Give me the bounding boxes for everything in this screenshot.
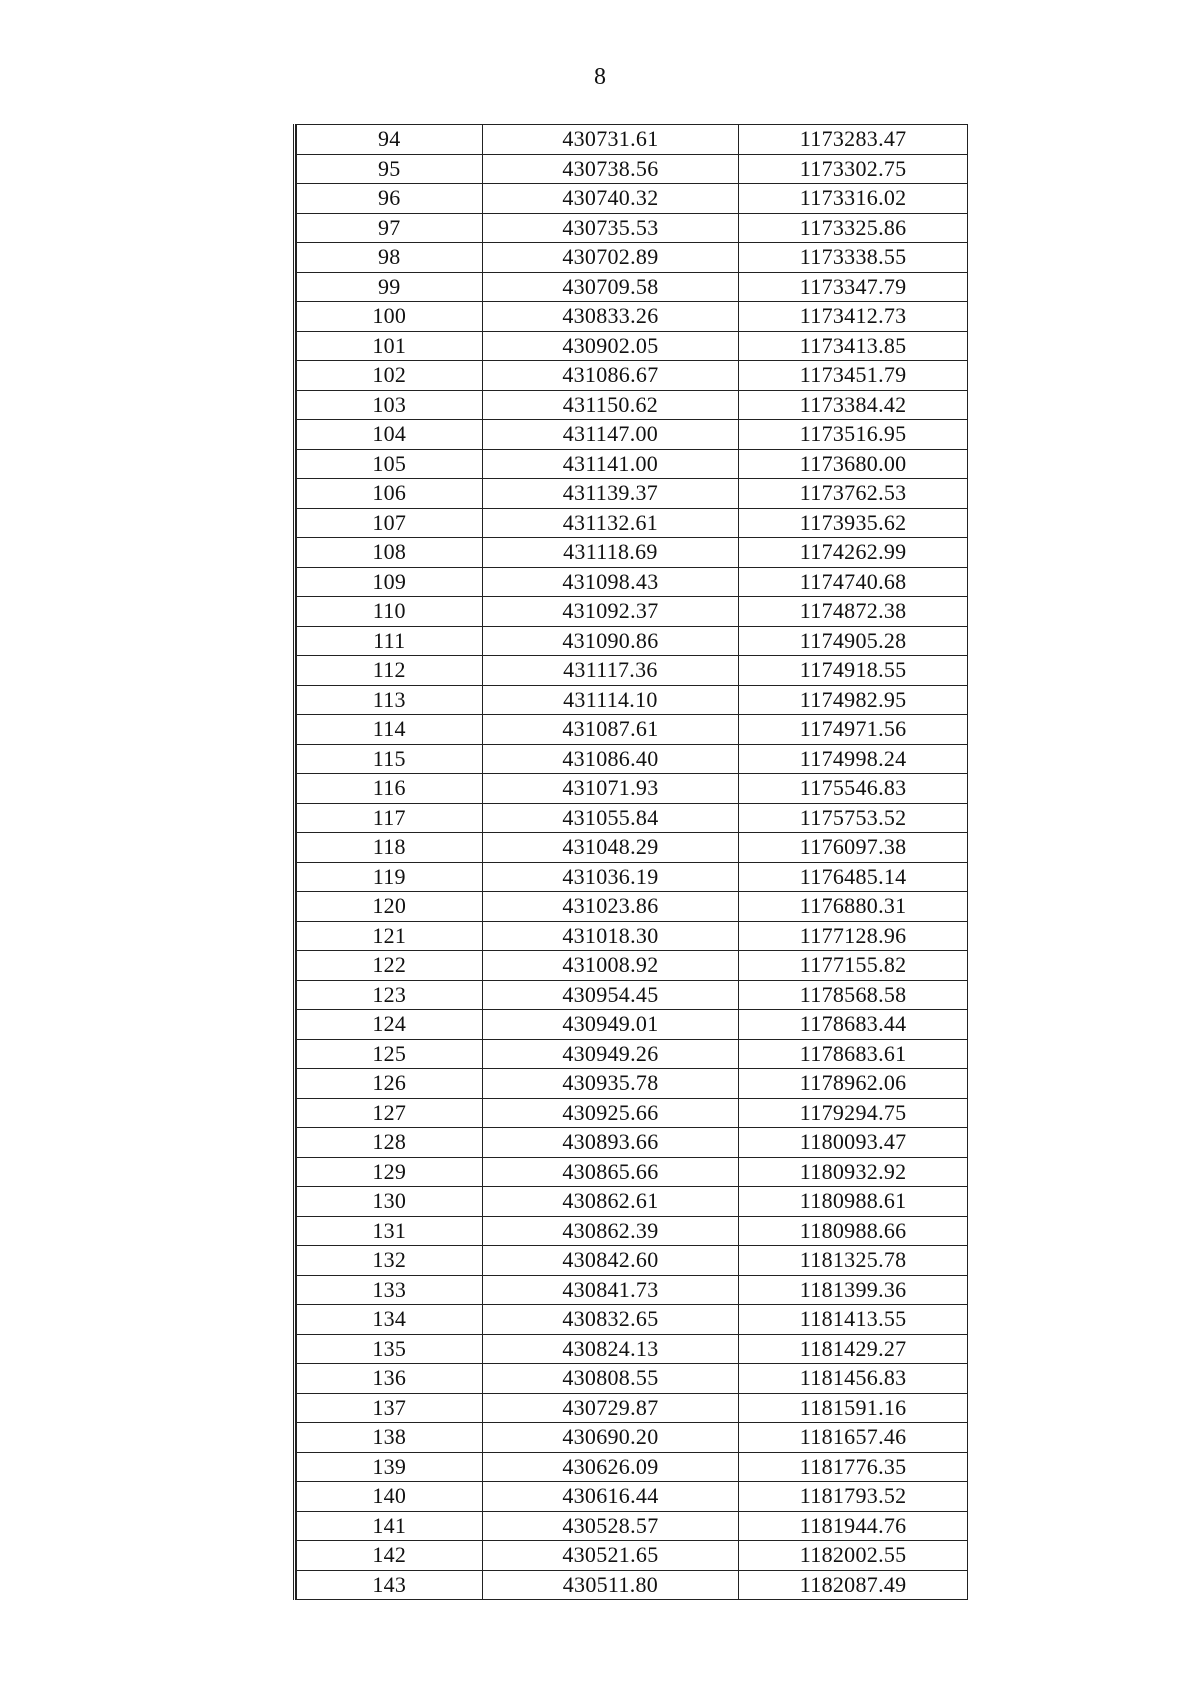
- y-coordinate-cell: 1177128.96: [739, 921, 968, 951]
- y-coordinate-cell: 1175546.83: [739, 774, 968, 804]
- point-number-cell: 134: [297, 1305, 483, 1335]
- table-row: [297, 213, 968, 243]
- point-number-cell: 106: [297, 479, 483, 509]
- x-coordinate-cell: 430740.32: [482, 184, 739, 214]
- coordinate-table: [296, 124, 968, 1600]
- table-row: [297, 656, 968, 686]
- y-coordinate-cell: 1174905.28: [739, 626, 968, 656]
- point-number-cell: 100: [297, 302, 483, 332]
- y-coordinate-cell: 1182087.49: [739, 1570, 968, 1600]
- point-number-cell: 95: [297, 154, 483, 184]
- coordinate-table-container: [293, 124, 968, 1600]
- table-row: [297, 243, 968, 273]
- y-coordinate-cell: 1181776.35: [739, 1452, 968, 1482]
- table-row: [297, 302, 968, 332]
- table-row: [297, 951, 968, 981]
- y-coordinate-cell: 1174998.24: [739, 744, 968, 774]
- point-number-cell: 111: [297, 626, 483, 656]
- table-row: [297, 803, 968, 833]
- table-row: [297, 892, 968, 922]
- y-coordinate-cell: 1173451.79: [739, 361, 968, 391]
- point-number-cell: 124: [297, 1010, 483, 1040]
- x-coordinate-cell: 431114.10: [482, 685, 739, 715]
- y-coordinate-cell: 1182002.55: [739, 1541, 968, 1571]
- y-coordinate-cell: 1181657.46: [739, 1423, 968, 1453]
- y-coordinate-cell: 1177155.82: [739, 951, 968, 981]
- y-coordinate-cell: 1173316.02: [739, 184, 968, 214]
- x-coordinate-cell: 431118.69: [482, 538, 739, 568]
- y-coordinate-cell: 1175753.52: [739, 803, 968, 833]
- x-coordinate-cell: 430824.13: [482, 1334, 739, 1364]
- x-coordinate-cell: 430808.55: [482, 1364, 739, 1394]
- y-coordinate-cell: 1178568.58: [739, 980, 968, 1010]
- point-number-cell: 129: [297, 1157, 483, 1187]
- table-row: [297, 1128, 968, 1158]
- x-coordinate-cell: 430735.53: [482, 213, 739, 243]
- table-row: [297, 154, 968, 184]
- point-number-cell: 107: [297, 508, 483, 538]
- point-number-cell: 112: [297, 656, 483, 686]
- table-row: [297, 184, 968, 214]
- x-coordinate-cell: 430511.80: [482, 1570, 739, 1600]
- point-number-cell: 97: [297, 213, 483, 243]
- point-number-cell: 103: [297, 390, 483, 420]
- table-row: [297, 833, 968, 863]
- y-coordinate-cell: 1173384.42: [739, 390, 968, 420]
- y-coordinate-cell: 1181399.36: [739, 1275, 968, 1305]
- table-row: [297, 1423, 968, 1453]
- table-row: [297, 1364, 968, 1394]
- y-coordinate-cell: 1181429.27: [739, 1334, 968, 1364]
- y-coordinate-cell: 1176097.38: [739, 833, 968, 863]
- x-coordinate-cell: 431086.40: [482, 744, 739, 774]
- table-row: [297, 1039, 968, 1069]
- x-coordinate-cell: 431071.93: [482, 774, 739, 804]
- y-coordinate-cell: 1181413.55: [739, 1305, 968, 1335]
- x-coordinate-cell: 430949.01: [482, 1010, 739, 1040]
- x-coordinate-cell: 430935.78: [482, 1069, 739, 1099]
- x-coordinate-cell: 430833.26: [482, 302, 739, 332]
- y-coordinate-cell: 1173413.85: [739, 331, 968, 361]
- y-coordinate-cell: 1178683.61: [739, 1039, 968, 1069]
- x-coordinate-cell: 430893.66: [482, 1128, 739, 1158]
- table-row: [297, 1570, 968, 1600]
- table-row: [297, 1541, 968, 1571]
- y-coordinate-cell: 1173935.62: [739, 508, 968, 538]
- x-coordinate-cell: 431147.00: [482, 420, 739, 450]
- y-coordinate-cell: 1181793.52: [739, 1482, 968, 1512]
- point-number-cell: 132: [297, 1246, 483, 1276]
- point-number-cell: 119: [297, 862, 483, 892]
- x-coordinate-cell: 430832.65: [482, 1305, 739, 1335]
- point-number-cell: 143: [297, 1570, 483, 1600]
- point-number-cell: 115: [297, 744, 483, 774]
- table-row: [297, 1393, 968, 1423]
- y-coordinate-cell: 1173302.75: [739, 154, 968, 184]
- x-coordinate-cell: 431092.37: [482, 597, 739, 627]
- x-coordinate-cell: 430902.05: [482, 331, 739, 361]
- y-coordinate-cell: 1173325.86: [739, 213, 968, 243]
- point-number-cell: 108: [297, 538, 483, 568]
- table-row: [297, 715, 968, 745]
- x-coordinate-cell: 431098.43: [482, 567, 739, 597]
- x-coordinate-cell: 430954.45: [482, 980, 739, 1010]
- table-row: [297, 272, 968, 302]
- point-number-cell: 94: [297, 125, 483, 155]
- x-coordinate-cell: 430521.65: [482, 1541, 739, 1571]
- y-coordinate-cell: 1173680.00: [739, 449, 968, 479]
- x-coordinate-cell: 430949.26: [482, 1039, 739, 1069]
- table-row: [297, 361, 968, 391]
- y-coordinate-cell: 1176485.14: [739, 862, 968, 892]
- table-row: [297, 1187, 968, 1217]
- point-number-cell: 117: [297, 803, 483, 833]
- x-coordinate-cell: 430925.66: [482, 1098, 739, 1128]
- page-number: 8: [594, 64, 606, 90]
- x-coordinate-cell: 430729.87: [482, 1393, 739, 1423]
- y-coordinate-cell: 1174982.95: [739, 685, 968, 715]
- x-coordinate-cell: 431139.37: [482, 479, 739, 509]
- x-coordinate-cell: 431048.29: [482, 833, 739, 863]
- y-coordinate-cell: 1180988.66: [739, 1216, 968, 1246]
- point-number-cell: 116: [297, 774, 483, 804]
- table-row: [297, 1334, 968, 1364]
- table-row: [297, 567, 968, 597]
- table-row: [297, 1216, 968, 1246]
- table-row: [297, 1275, 968, 1305]
- x-coordinate-cell: 431018.30: [482, 921, 739, 951]
- y-coordinate-cell: 1173762.53: [739, 479, 968, 509]
- x-coordinate-cell: 430626.09: [482, 1452, 739, 1482]
- point-number-cell: 131: [297, 1216, 483, 1246]
- point-number-cell: 125: [297, 1039, 483, 1069]
- point-number-cell: 98: [297, 243, 483, 273]
- table-row: [297, 538, 968, 568]
- x-coordinate-cell: 431086.67: [482, 361, 739, 391]
- x-coordinate-cell: 430709.58: [482, 272, 739, 302]
- table-row: [297, 597, 968, 627]
- table-row: [297, 774, 968, 804]
- coordinate-table-body: [297, 125, 968, 1600]
- point-number-cell: 121: [297, 921, 483, 951]
- x-coordinate-cell: 430841.73: [482, 1275, 739, 1305]
- table-row: [297, 1157, 968, 1187]
- y-coordinate-cell: 1181325.78: [739, 1246, 968, 1276]
- point-number-cell: 118: [297, 833, 483, 863]
- table-row: [297, 862, 968, 892]
- point-number-cell: 101: [297, 331, 483, 361]
- table-row: [297, 685, 968, 715]
- y-coordinate-cell: 1180988.61: [739, 1187, 968, 1217]
- y-coordinate-cell: 1174740.68: [739, 567, 968, 597]
- y-coordinate-cell: 1174918.55: [739, 656, 968, 686]
- point-number-cell: 137: [297, 1393, 483, 1423]
- point-number-cell: 126: [297, 1069, 483, 1099]
- table-row: [297, 1069, 968, 1099]
- point-number-cell: 110: [297, 597, 483, 627]
- point-number-cell: 122: [297, 951, 483, 981]
- point-number-cell: 127: [297, 1098, 483, 1128]
- x-coordinate-cell: 430862.39: [482, 1216, 739, 1246]
- point-number-cell: 138: [297, 1423, 483, 1453]
- x-coordinate-cell: 431008.92: [482, 951, 739, 981]
- table-row: [297, 449, 968, 479]
- table-row: [297, 508, 968, 538]
- y-coordinate-cell: 1173412.73: [739, 302, 968, 332]
- y-coordinate-cell: 1181944.76: [739, 1511, 968, 1541]
- point-number-cell: 142: [297, 1541, 483, 1571]
- y-coordinate-cell: 1174971.56: [739, 715, 968, 745]
- table-row: [297, 744, 968, 774]
- point-number-cell: 128: [297, 1128, 483, 1158]
- x-coordinate-cell: 430865.66: [482, 1157, 739, 1187]
- point-number-cell: 136: [297, 1364, 483, 1394]
- table-row: [297, 921, 968, 951]
- y-coordinate-cell: 1173338.55: [739, 243, 968, 273]
- x-coordinate-cell: 431087.61: [482, 715, 739, 745]
- x-coordinate-cell: 431090.86: [482, 626, 739, 656]
- y-coordinate-cell: 1179294.75: [739, 1098, 968, 1128]
- y-coordinate-cell: 1181591.16: [739, 1393, 968, 1423]
- table-row: [297, 479, 968, 509]
- point-number-cell: 120: [297, 892, 483, 922]
- table-row: [297, 1010, 968, 1040]
- point-number-cell: 123: [297, 980, 483, 1010]
- table-row: [297, 1452, 968, 1482]
- y-coordinate-cell: 1178683.44: [739, 1010, 968, 1040]
- y-coordinate-cell: 1174872.38: [739, 597, 968, 627]
- point-number-cell: 135: [297, 1334, 483, 1364]
- point-number-cell: 113: [297, 685, 483, 715]
- x-coordinate-cell: 430731.61: [482, 125, 739, 155]
- y-coordinate-cell: 1174262.99: [739, 538, 968, 568]
- point-number-cell: 140: [297, 1482, 483, 1512]
- x-coordinate-cell: 430862.61: [482, 1187, 739, 1217]
- x-coordinate-cell: 431117.36: [482, 656, 739, 686]
- table-row: [297, 1098, 968, 1128]
- point-number-cell: 130: [297, 1187, 483, 1217]
- x-coordinate-cell: 431023.86: [482, 892, 739, 922]
- table-row: [297, 331, 968, 361]
- y-coordinate-cell: 1178962.06: [739, 1069, 968, 1099]
- x-coordinate-cell: 431141.00: [482, 449, 739, 479]
- y-coordinate-cell: 1180932.92: [739, 1157, 968, 1187]
- point-number-cell: 104: [297, 420, 483, 450]
- table-row: [297, 390, 968, 420]
- table-row: [297, 1511, 968, 1541]
- y-coordinate-cell: 1173283.47: [739, 125, 968, 155]
- point-number-cell: 99: [297, 272, 483, 302]
- x-coordinate-cell: 430702.89: [482, 243, 739, 273]
- point-number-cell: 105: [297, 449, 483, 479]
- y-coordinate-cell: 1173347.79: [739, 272, 968, 302]
- table-row: [297, 125, 968, 155]
- x-coordinate-cell: 431132.61: [482, 508, 739, 538]
- y-coordinate-cell: 1173516.95: [739, 420, 968, 450]
- x-coordinate-cell: 430842.60: [482, 1246, 739, 1276]
- table-row: [297, 1482, 968, 1512]
- x-coordinate-cell: 430616.44: [482, 1482, 739, 1512]
- x-coordinate-cell: 431055.84: [482, 803, 739, 833]
- point-number-cell: 133: [297, 1275, 483, 1305]
- y-coordinate-cell: 1176880.31: [739, 892, 968, 922]
- point-number-cell: 114: [297, 715, 483, 745]
- x-coordinate-cell: 430738.56: [482, 154, 739, 184]
- y-coordinate-cell: 1180093.47: [739, 1128, 968, 1158]
- x-coordinate-cell: 430690.20: [482, 1423, 739, 1453]
- x-coordinate-cell: 431150.62: [482, 390, 739, 420]
- point-number-cell: 139: [297, 1452, 483, 1482]
- table-row: [297, 420, 968, 450]
- point-number-cell: 109: [297, 567, 483, 597]
- table-row: [297, 1246, 968, 1276]
- table-row: [297, 980, 968, 1010]
- point-number-cell: 141: [297, 1511, 483, 1541]
- point-number-cell: 96: [297, 184, 483, 214]
- point-number-cell: 102: [297, 361, 483, 391]
- x-coordinate-cell: 431036.19: [482, 862, 739, 892]
- y-coordinate-cell: 1181456.83: [739, 1364, 968, 1394]
- table-row: [297, 1305, 968, 1335]
- table-row: [297, 626, 968, 656]
- x-coordinate-cell: 430528.57: [482, 1511, 739, 1541]
